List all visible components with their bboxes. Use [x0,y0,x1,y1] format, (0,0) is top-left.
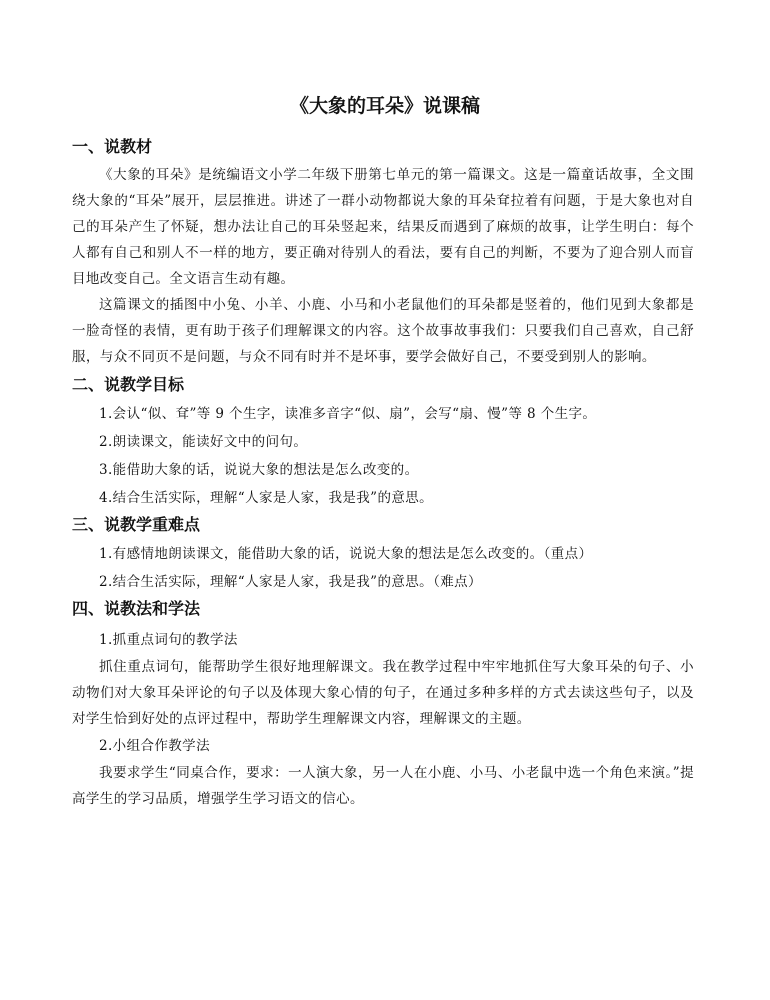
method-paragraph: 我要求学生“同桌合作，要求：一人演大象，另一人在小鹿、小马、小老鼠中选一个角色来演。”提高学生的学习品质，增强学生学习语文的信心。 [72,765,694,807]
key-point-item: 1.有感情地朗读课文，能借助大象的话，说说大象的想法是怎么改变的。（重点） [99,546,593,562]
objective-item: 3.能借助大象的话，说说大象的想法是怎么改变的。 [99,462,419,478]
section-textbook [72,136,694,370]
objective-item: 2.朗读课文，能读好文中的问句。 [99,434,308,450]
section-heading-textbook: 一、说教材 [72,137,153,156]
section-key-points [72,514,694,596]
section-heading-objectives: 二、说教学目标 [72,375,185,394]
document-title: 《大象的耳朵》说课稿 [289,95,480,117]
paragraph: 这篇课文的插图中小兔、小羊、小鹿、小马和小老鼠他们的耳朵都是竖着的，他们见到大象都是一脸奇怪的表情，更有助于孩子们理解课文的内容。这个故事故事我们：只要我们自己喜欢，自己舒服，与众不同页不是问题，与众不同有时并不是坏事，要学会做好自己，不要受到别人的影响。 [72,297,694,365]
section-objectives [72,374,694,512]
section-methods [72,598,694,812]
document-body [72,136,694,818]
key-point-item: 2.结合生活实际，理解“人家是人家，我是我”的意思。（难点） [99,574,482,590]
method-title: 2.小组合作教学法 [99,738,210,754]
section-heading-key-points: 三、说教学重难点 [72,515,201,534]
objective-item: 4.结合生活实际，理解“人家是人家，我是我”的意思。 [99,490,434,506]
objective-item: 1.会认“似、耷”等 9 个生字，读准多音字“似、扇”，会写“扇、慢”等 8 个生字。 [99,406,597,422]
method-title: 1.抓重点词句的教学法 [99,632,238,648]
method-paragraph: 抓住重点词句，能帮助学生很好地理解课文。我在教学过程中牢牢地抓住写大象耳朵的句子、小动物们对大象耳朵评论的句子以及体现大象心情的句子，在通过多种多样的方式去读这些句子，以及对学生恰到好处的点评过程中，帮助学生理解课文内容，理解课文的主题。 [72,659,694,727]
paragraph: 《大象的耳朵》是统编语文小学二年级下册第七单元的第一篇课文。这是一篇童话故事，全文围绕大象的“耳朵”展开，层层推进。讲述了一群小动物都说大象的耳朵耷拉着有问题，于是大象也对自己的耳朵产生了怀疑，想办法让自己的耳朵竖起来，结果反而遇到了麻烦的故事，让学生明白：每个人都有自己和别人不一样的地方，要正确对待别人的看法，要有自己的判断，不要为了迎合别人而盲目地改变自己。全文语言生动有趣。 [72,167,694,287]
section-heading-methods: 四、说教法和学法 [72,599,201,618]
